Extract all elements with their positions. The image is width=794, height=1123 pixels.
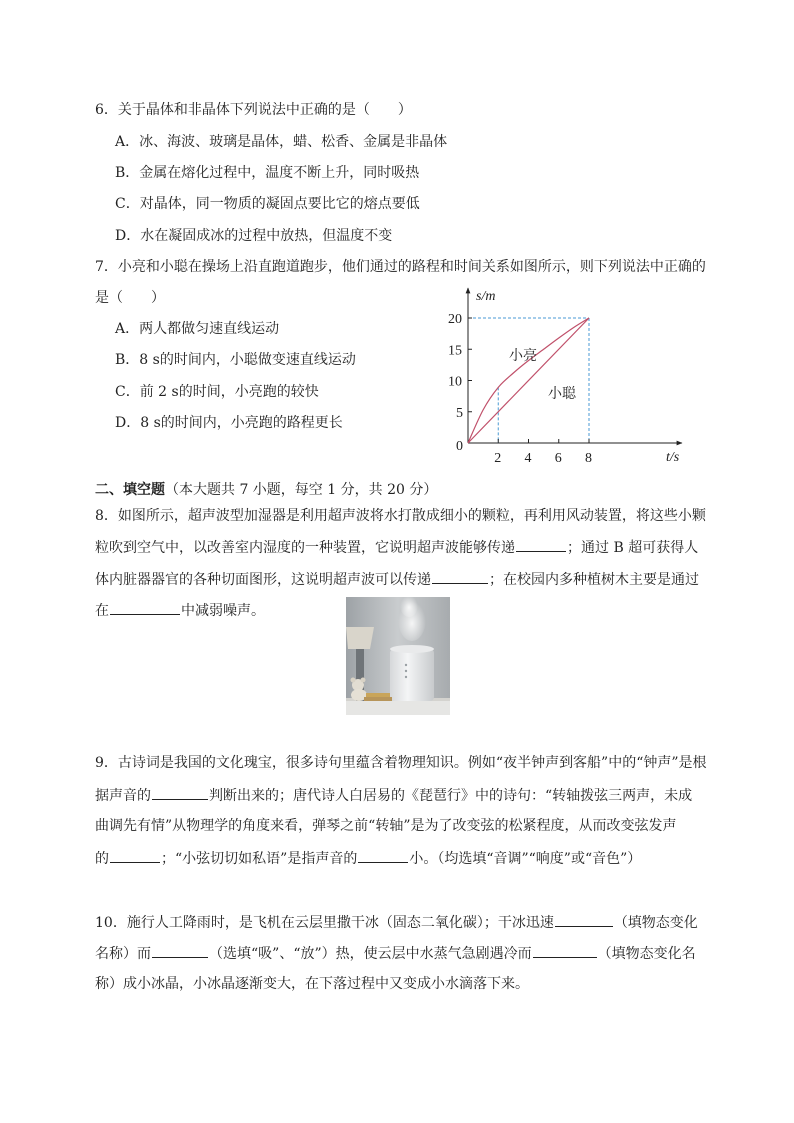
series-label-xiaocong: 小聪 <box>548 387 576 402</box>
x-tick-label: 8 <box>585 451 592 465</box>
series-line-xiaocong <box>468 318 589 443</box>
q7-option-a: A．两人都做匀速直线运动 <box>115 321 280 337</box>
y-tick-label: 10 <box>448 374 462 390</box>
q6-option-b: B．金属在熔化过程中，温度不断上升，同时吸热 <box>115 165 420 181</box>
q10-text: （选填“吸”、“放”）热，使云层中水蒸气急剧遇冷而 <box>209 946 532 962</box>
q9-blank-2[interactable] <box>110 848 160 863</box>
q8-text: ；通过 B 超可获得人 <box>567 540 699 556</box>
q9-text: 的 <box>95 851 109 867</box>
q8-text: 体内脏器器官的各种切面图形，这说明超声波可以传递 <box>95 572 431 588</box>
q10-blank-3[interactable] <box>533 943 597 958</box>
q9-text: 判断出来的；唐代诗人白居易的《琵琶行》中的诗句：“转轴拨弦三两声，未成 <box>209 788 693 804</box>
q8-line3 <box>95 569 699 590</box>
x-axis-label: t/s <box>666 450 680 465</box>
q8-line2 <box>95 537 698 558</box>
q8-text: 粒吹到空气中，以改善室内湿度的一种装置，它说明超声波能够传递 <box>95 540 515 556</box>
q10-line1 <box>95 912 698 933</box>
y-tick-label: 5 <box>456 405 463 421</box>
q6-option-c: C．对晶体，同一物质的凝固点要比它的熔点要低 <box>115 196 420 212</box>
q10-line3: 称）成小冰晶，小冰晶逐渐变大，在下落过程中又变成小水滴落下来。 <box>95 976 529 992</box>
q10-blank-1[interactable] <box>555 912 613 927</box>
q9-line2 <box>95 785 692 806</box>
q7-option-d: D．8 s的时间内，小亮跑的路程更长 <box>115 415 343 431</box>
q9-text: ；“小弦切切如私语”是指声音的 <box>161 851 358 867</box>
y-axis-label: s/m <box>476 289 496 304</box>
section2-title: 二、填空题 <box>95 482 165 498</box>
q6-option-a: A．冰、海波、玻璃是晶体，蜡、松香、金属是非晶体 <box>115 134 448 150</box>
q8-line4 <box>95 600 265 621</box>
origin-label: 0 <box>456 439 463 454</box>
series-label-xiaoliang: 小亮 <box>509 349 537 364</box>
q9-text: 据声音的 <box>95 788 151 804</box>
q9-blank-1[interactable] <box>152 785 208 800</box>
section2-heading <box>95 480 437 500</box>
q8-blank-2[interactable] <box>432 569 488 584</box>
q9-text: 小。（均选填“音调”“响度”或“音色”） <box>409 851 642 867</box>
q10-text: 名称）而 <box>95 946 151 962</box>
q8-blank-1[interactable] <box>516 537 566 552</box>
q10-blank-2[interactable] <box>152 943 208 958</box>
s-t-graph <box>440 280 700 465</box>
q8-blank-3[interactable] <box>110 600 180 615</box>
x-tick-label: 2 <box>494 451 502 465</box>
q7-option-c: C．前 2 s的时间，小亮跑的较快 <box>115 384 319 400</box>
q10-text: 10．施行人工降雨时，是飞机在云层里撒干冰（固态二氧化碳）；干冰迅速 <box>95 915 554 931</box>
q9-blank-3[interactable] <box>358 848 408 863</box>
q9-line3: 曲调先有情”从物理学的角度来看，弹琴之前“转轴”是为了改变弦的松紧程度，从而改变弦发声 <box>95 818 677 834</box>
y-tick-label: 20 <box>448 312 462 327</box>
humidifier-photo <box>346 597 450 715</box>
q8-line1: 8．如图所示，超声波型加湿器是利用超声波将水打散成细小的颗粒，再利用风动装置，将这些小颗 <box>95 508 706 524</box>
q10-text: （填物态变化名 <box>597 946 696 962</box>
q7-stem-line2: 是（ ） <box>95 290 165 306</box>
q10-text: （填物态变化 <box>613 915 698 931</box>
y-tick-label: 15 <box>448 343 462 359</box>
q8-text: 在 <box>95 603 109 619</box>
q9-line4 <box>95 848 641 869</box>
q6-stem: 6．关于晶体和非晶体下列说法中正确的是（ ） <box>95 102 412 118</box>
q7-stem-line1: 7．小亮和小聪在操场上沿直跑道跑步，他们通过的路程和时间关系如图所示，则下列说法中正确的 <box>95 259 706 275</box>
x-tick-label: 4 <box>524 451 532 465</box>
section2-note: （本大题共 7 小题，每空 1 分，共 20 分） <box>165 482 438 498</box>
q7-option-b: B．8 s的时间内，小聪做变速直线运动 <box>115 352 356 368</box>
q8-text: ；在校园内多种植树木主要是通过 <box>489 572 699 588</box>
q10-line2 <box>95 943 696 964</box>
x-tick-label: 6 <box>554 451 562 465</box>
q6-option-d: D．水在凝固成冰的过程中放热，但温度不变 <box>115 228 393 244</box>
q9-line1: 9．古诗词是我国的文化瑰宝，很多诗句里蕴含着物理知识。例如“夜半钟声到客船”中的“钟声”是根 <box>95 755 707 771</box>
q8-text: 中减弱噪声。 <box>181 603 265 619</box>
